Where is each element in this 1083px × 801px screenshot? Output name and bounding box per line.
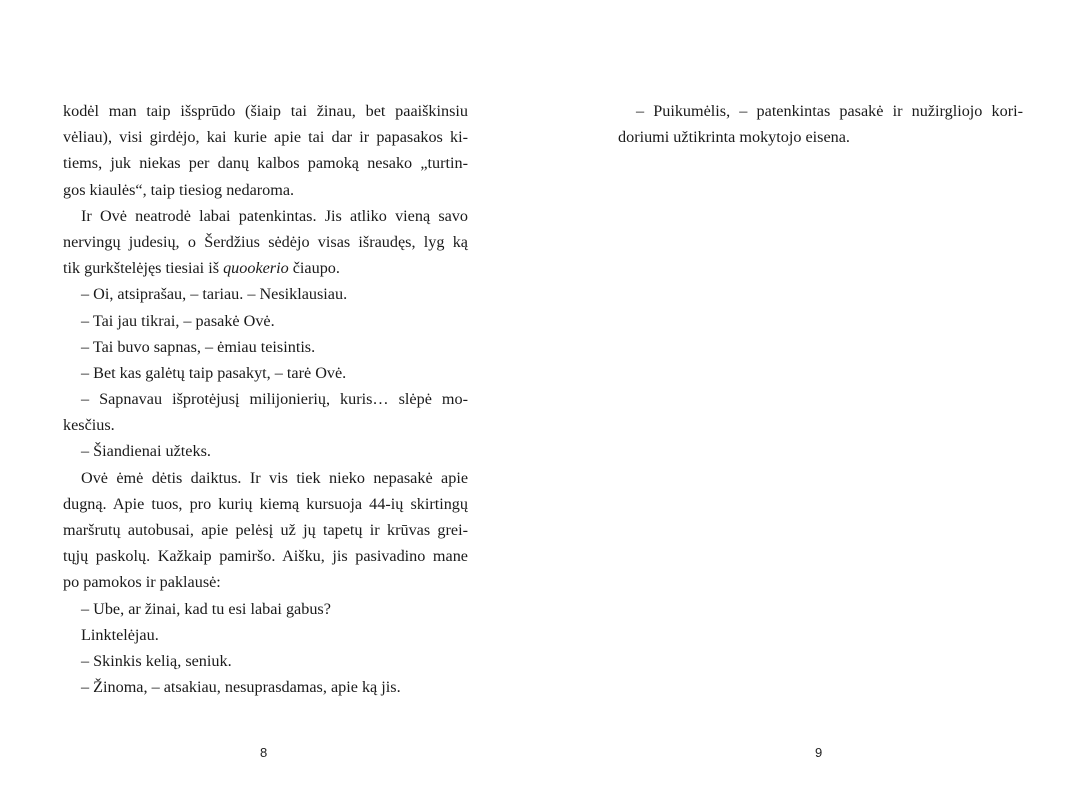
text-line: – Žinoma, – atsakiau, nesuprasdamas, apie ką jis. (81, 678, 401, 697)
left-page-number: 8 (260, 745, 268, 760)
italic-word: quookerio (223, 259, 289, 278)
text-line: Ovė ėmė dėtis daiktus. Ir vis tiek nieko nepasakė apie (81, 468, 468, 487)
text-line: dugną. Apie tuos, pro kurių kiemą kursuoja 44-ių skirtingų (63, 494, 468, 513)
text-line-segment: tik gurkštelėjęs tiesiai iš (63, 259, 224, 278)
text-line: maršrutų autobusai, apie pelėsį už jų tapetų ir krūvas grei- (63, 521, 468, 539)
text-line: – Bet kas galėtų taip pasakyt, – tarė Ovė. (81, 363, 347, 382)
text-line: vėliau), visi girdėjo, kai kurie apie tai dar ir papasakos ki- (63, 128, 468, 147)
text-line: – Ube, ar žinai, kad tu esi labai gabus? (81, 599, 331, 618)
text-line: tųjų paskolų. Kažkaip pamiršo. Aišku, jis pasivadino mane (63, 547, 468, 566)
text-line: nervingų judesių, o Šerdžius sėdėjo visas išraudęs, lyg ką (63, 232, 468, 251)
text-line: kesčius. (63, 416, 115, 435)
left-page (0, 0, 541, 801)
right-page (541, 0, 1083, 801)
text-line: – Puikumėlis, – patenkintas pasakė ir nužirgliojo kori- (636, 102, 1023, 120)
text-line: – Sapnavau išprotėjusį milijonierių, kuris… slėpė mo- (81, 390, 468, 409)
text-line: – Skinkis kelią, seniuk. (81, 651, 232, 670)
text-line: doriumi užtikrinta mokytojo eisena. (618, 128, 850, 147)
text-line: Ir Ovė neatrodė labai patenkintas. Jis atliko vieną savo (81, 206, 468, 225)
right-page-text (618, 98, 1023, 150)
text-line: gos kiaulės“, taip tiesiog nedaroma. (63, 180, 295, 199)
text-line-segment: čiaupo. (288, 259, 340, 278)
right-page-number: 9 (815, 745, 823, 760)
text-line: Linktelėjau. (81, 625, 159, 644)
text-line: tiems, juk niekas per danų kalbos pamoką nesako „turtin- (63, 154, 468, 173)
left-page-text (63, 98, 468, 700)
text-line: – Oi, atsiprašau, – tariau. – Nesiklausiau. (81, 285, 348, 304)
text-line: – Tai buvo sapnas, – ėmiau teisintis. (81, 337, 316, 356)
text-line: – Šiandienai užteks. (81, 442, 211, 461)
text-line (63, 255, 468, 281)
text-line: kodėl man taip išsprūdo (šiaip tai žinau, bet paaiškinsiu (63, 102, 468, 120)
text-line: po pamokos ir paklausė: (63, 573, 221, 592)
text-line: – Tai jau tikrai, – pasakė Ovė. (81, 311, 275, 330)
